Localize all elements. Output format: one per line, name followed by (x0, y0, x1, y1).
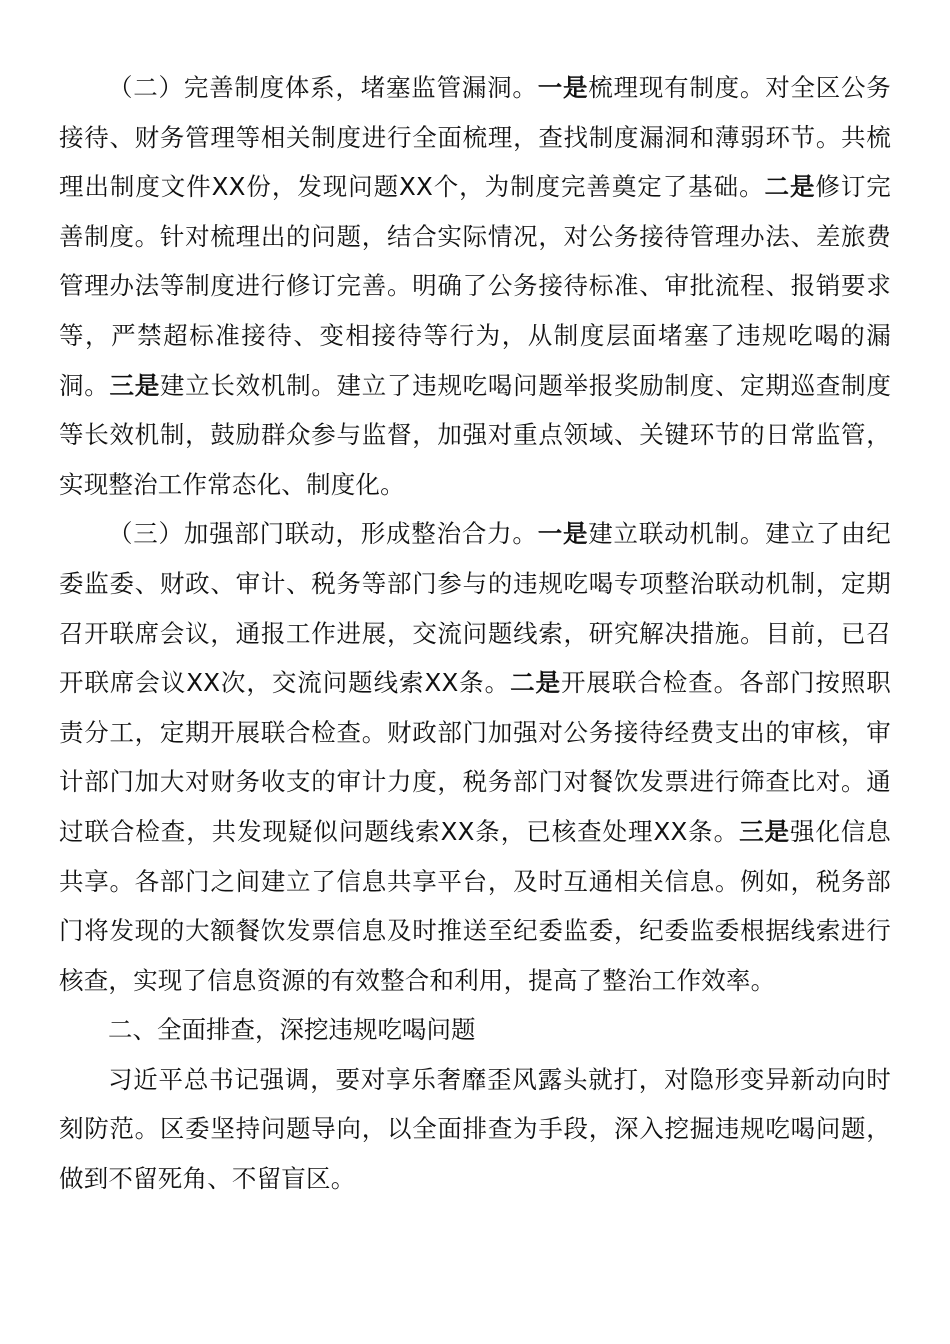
paragraph-investigation: 习近平总书记强调，要对享乐奢靡歪风露头就打，对隐形变异新动向时刻防范。区委坚持问题导向，以全面排查为手段，深入挖掘违规吃喝问题，做到不留死角、不留盲区。 (59, 1064, 891, 1194)
point-marker-2: 二是 (764, 172, 816, 202)
point-marker-2: 二是 (510, 668, 561, 698)
point-marker-1: 一是 (537, 519, 589, 549)
point-text-1: 建立联动机制。建立了由纪委监委、财政、审计、税务等部门参与的违规吃喝专项整治联动机制，定期召开联席会议，通报工作进展，交流问题线索，研究解决措施。目前，已召开联席会议XX次，交流问题线索XX条。 (59, 519, 892, 698)
point-marker-3: 三是 (109, 370, 160, 400)
point-text-3: 强化信息共享。各部门之间建立了信息共享平台，及时互通相关信息。例如，税务部门将发现的大额餐饮发票信息及时推送至纪委监委，纪委监委根据线索进行核查，实现了信息资源的有效整合和利用，提高了整治工作效率。 (59, 816, 891, 995)
point-text-1: 梳理现有制度。对全区公务接待、财务管理等相关制度进行全面梳理，查找制度漏洞和薄弱环节。共梳理出制度文件XX份，发现问题XX个，为制度完善奠定了基础。 (59, 73, 892, 202)
point-text-3: 建立长效机制。建立了违规吃喝问题举报奖励制度、定期巡查制度等长效机制，鼓励群众参与监督，加强对重点领域、关键环节的日常监管，实现整治工作常态化、制度化。 (59, 370, 892, 499)
section-heading: 二、全面排查，深挖违规吃喝问题 (108, 1015, 476, 1045)
document-page (59, 63, 891, 1204)
point-marker-3: 三是 (739, 816, 790, 846)
subsection-heading-3: （三）加强部门联动，形成整治合力。 (108, 519, 538, 549)
point-marker-1: 一是 (537, 73, 589, 102)
point-text-2: 修订完善制度。针对梳理出的问题，结合实际情况，对公务接待管理办法、差旅费管理办法等制度进行修订完善。明确了公务接待标准、审批流程、报销要求等，严禁超标准接待、变相接待等行为，从制度层面堵塞了违规吃喝的漏洞。 (59, 172, 891, 400)
paragraph-improve-system (59, 63, 891, 509)
subsection-heading-2: （二）完善制度体系，堵塞监管漏洞。 (108, 73, 538, 102)
point-text-2: 开展联合检查。各部门按照职责分工，定期开展联合检查。财政部门加强对公务接待经费支出的审核，审计部门加大对财务收支的审计力度，税务部门对餐饮发票进行筛查比对。通过联合检查，共发现疑似问题线索XX条，已核查处理XX条。 (59, 668, 891, 846)
paragraph-department-linkage (59, 509, 891, 1005)
